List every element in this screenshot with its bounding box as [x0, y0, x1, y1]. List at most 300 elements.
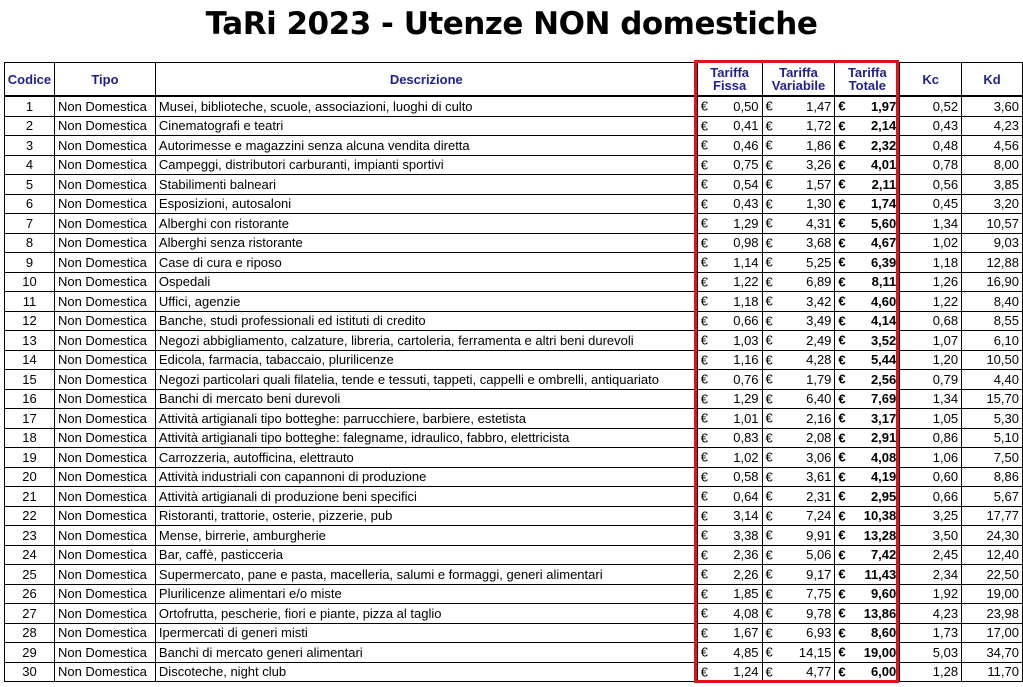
cell-kc: 4,23 — [900, 604, 962, 624]
cell-kd: 24,30 — [962, 526, 1023, 546]
cell-tipo: Non Domestica — [54, 370, 155, 390]
amount: 4,08 — [733, 605, 759, 621]
cell-tariffa-totale — [835, 545, 900, 565]
cell-descrizione: Uffici, agenzie — [155, 292, 697, 312]
cell-kc: 1,06 — [900, 448, 962, 468]
amount: 3,26 — [806, 157, 832, 173]
euro-symbol: € — [765, 274, 773, 290]
euro-symbol: € — [700, 176, 708, 192]
amount: 1,67 — [733, 625, 759, 641]
cell-kc: 1,22 — [900, 292, 962, 312]
cell-tariffa-variabile — [762, 545, 835, 565]
cell-tariffa-fissa — [697, 487, 762, 507]
table-row — [5, 350, 1023, 370]
cell-descrizione: Attività artigianali di produzione beni specifici — [155, 487, 697, 507]
cell-descrizione: Carrozzeria, autofficina, elettrauto — [155, 448, 697, 468]
euro-symbol: € — [700, 605, 708, 621]
euro-symbol: € — [700, 196, 708, 212]
amount: 6,39 — [870, 254, 897, 270]
table-row — [5, 194, 1023, 214]
cell-tariffa-totale — [835, 175, 900, 195]
cell-tariffa-totale — [835, 116, 900, 136]
amount: 9,17 — [806, 566, 832, 582]
cell-tariffa-variabile — [762, 584, 835, 604]
cell-kd: 6,10 — [962, 331, 1023, 351]
cell-tariffa-totale — [835, 565, 900, 585]
cell-codice: 15 — [5, 370, 55, 390]
amount: 14,15 — [798, 644, 832, 660]
cell-codice: 6 — [5, 194, 55, 214]
amount: 2,36 — [733, 547, 759, 563]
euro-symbol: € — [765, 527, 773, 543]
cell-kc: 1,92 — [900, 584, 962, 604]
cell-kc: 0,52 — [900, 96, 962, 116]
cell-tariffa-fissa — [697, 96, 762, 116]
cell-descrizione: Case di cura e riposo — [155, 253, 697, 273]
cell-descrizione: Ipermercati di generi misti — [155, 623, 697, 643]
cell-descrizione: Banchi di mercato beni durevoli — [155, 389, 697, 409]
cell-tipo: Non Domestica — [54, 643, 155, 663]
table-row — [5, 506, 1023, 526]
amount: 1,57 — [806, 176, 832, 192]
col-header-kd: Kd — [962, 63, 1023, 97]
euro-symbol: € — [765, 157, 773, 173]
cell-kc: 2,45 — [900, 545, 962, 565]
cell-descrizione: Alberghi con ristorante — [155, 214, 697, 234]
amount: 0,64 — [733, 488, 759, 504]
cell-kd: 22,50 — [962, 565, 1023, 585]
cell-kc: 5,03 — [900, 643, 962, 663]
euro-symbol: € — [700, 430, 708, 446]
cell-kc: 3,50 — [900, 526, 962, 546]
table-row — [5, 623, 1023, 643]
euro-symbol: € — [700, 527, 708, 543]
cell-tariffa-totale — [835, 662, 900, 682]
cell-tariffa-variabile — [762, 331, 835, 351]
cell-kc: 0,60 — [900, 467, 962, 487]
amount: 2,56 — [870, 371, 897, 387]
cell-tariffa-totale — [835, 467, 900, 487]
euro-symbol: € — [765, 449, 773, 465]
col-header-descrizione: Descrizione — [155, 63, 697, 97]
amount: 4,67 — [870, 235, 897, 251]
cell-descrizione: Attività artigianali tipo botteghe: parrucchiere, barbiere, estetista — [155, 409, 697, 429]
cell-kd: 5,10 — [962, 428, 1023, 448]
amount: 4,31 — [806, 215, 832, 231]
cell-tariffa-totale — [835, 448, 900, 468]
page-title: TaRi 2023 - Utenze NON domestiche — [205, 6, 818, 42]
cell-tariffa-totale — [835, 409, 900, 429]
cell-tipo: Non Domestica — [54, 155, 155, 175]
cell-codice: 3 — [5, 136, 55, 156]
amount: 13,28 — [863, 527, 897, 543]
amount: 1,29 — [733, 391, 759, 407]
table-row — [5, 331, 1023, 351]
cell-tipo: Non Domestica — [54, 662, 155, 682]
cell-tariffa-totale — [835, 584, 900, 604]
cell-tipo: Non Domestica — [54, 545, 155, 565]
euro-symbol: € — [700, 449, 708, 465]
amount: 7,24 — [806, 508, 832, 524]
amount: 0,83 — [733, 430, 759, 446]
amount: 1,72 — [806, 118, 832, 134]
amount: 1,22 — [733, 274, 759, 290]
cell-kc: 3,25 — [900, 506, 962, 526]
cell-codice: 11 — [5, 292, 55, 312]
cell-kd: 12,40 — [962, 545, 1023, 565]
amount: 1,14 — [733, 254, 759, 270]
cell-kd: 8,86 — [962, 467, 1023, 487]
cell-tariffa-totale — [835, 526, 900, 546]
cell-tariffa-totale — [835, 155, 900, 175]
euro-symbol: € — [838, 586, 846, 602]
cell-tariffa-variabile — [762, 116, 835, 136]
cell-tariffa-totale — [835, 292, 900, 312]
amount: 2,16 — [806, 410, 832, 426]
euro-symbol: € — [838, 332, 846, 348]
cell-kd: 19,00 — [962, 584, 1023, 604]
cell-tariffa-fissa — [697, 194, 762, 214]
amount: 2,14 — [870, 118, 897, 134]
cell-codice: 1 — [5, 96, 55, 116]
header-line: Tariffa — [710, 65, 749, 80]
euro-symbol: € — [838, 469, 846, 485]
table-row — [5, 272, 1023, 292]
cell-tariffa-variabile — [762, 662, 835, 682]
amount: 0,50 — [733, 98, 759, 114]
table-row — [5, 292, 1023, 312]
euro-symbol: € — [765, 508, 773, 524]
cell-descrizione: Banchi di mercato generi alimentari — [155, 643, 697, 663]
euro-symbol: € — [700, 313, 708, 329]
cell-tariffa-fissa — [697, 526, 762, 546]
cell-kc: 0,43 — [900, 116, 962, 136]
table-row — [5, 136, 1023, 156]
cell-kd: 10,57 — [962, 214, 1023, 234]
cell-kc: 0,86 — [900, 428, 962, 448]
cell-tipo: Non Domestica — [54, 526, 155, 546]
cell-codice: 8 — [5, 233, 55, 253]
amount: 4,60 — [870, 293, 897, 309]
cell-codice: 24 — [5, 545, 55, 565]
cell-tariffa-totale — [835, 194, 900, 214]
col-header-tipo: Tipo — [54, 63, 155, 97]
cell-tariffa-variabile — [762, 96, 835, 116]
cell-kc: 0,66 — [900, 487, 962, 507]
cell-tariffa-totale — [835, 272, 900, 292]
euro-symbol: € — [838, 605, 846, 621]
cell-codice: 5 — [5, 175, 55, 195]
cell-kc: 0,79 — [900, 370, 962, 390]
amount: 5,25 — [806, 254, 832, 270]
euro-symbol: € — [700, 488, 708, 504]
amount: 2,11 — [871, 176, 897, 192]
cell-codice: 26 — [5, 584, 55, 604]
cell-tariffa-variabile — [762, 389, 835, 409]
euro-symbol: € — [700, 508, 708, 524]
cell-tipo: Non Domestica — [54, 428, 155, 448]
col-header-kc: Kc — [900, 63, 962, 97]
cell-kc: 1,28 — [900, 662, 962, 682]
cell-tariffa-variabile — [762, 604, 835, 624]
amount: 6,89 — [806, 274, 832, 290]
cell-tariffa-variabile — [762, 136, 835, 156]
header-line: Totale — [848, 78, 886, 93]
cell-tipo: Non Domestica — [54, 175, 155, 195]
cell-tariffa-totale — [835, 389, 900, 409]
euro-symbol: € — [700, 157, 708, 173]
amount: 3,49 — [806, 313, 832, 329]
amount: 3,17 — [870, 410, 897, 426]
euro-symbol: € — [700, 293, 708, 309]
euro-symbol: € — [838, 118, 846, 134]
euro-symbol: € — [700, 371, 708, 387]
cell-kd: 23,98 — [962, 604, 1023, 624]
cell-tariffa-fissa — [697, 565, 762, 585]
cell-codice: 10 — [5, 272, 55, 292]
cell-codice: 2 — [5, 116, 55, 136]
euro-symbol: € — [838, 98, 846, 114]
cell-tariffa-fissa — [697, 506, 762, 526]
cell-tariffa-fissa — [697, 428, 762, 448]
cell-tariffa-totale — [835, 214, 900, 234]
cell-tariffa-totale — [835, 643, 900, 663]
tariff-table — [4, 62, 1023, 682]
euro-symbol: € — [765, 586, 773, 602]
euro-symbol: € — [700, 586, 708, 602]
amount: 0,66 — [733, 313, 759, 329]
euro-symbol: € — [838, 527, 846, 543]
euro-symbol: € — [765, 488, 773, 504]
amount: 6,93 — [806, 625, 832, 641]
cell-kc: 0,68 — [900, 311, 962, 331]
cell-tipo: Non Domestica — [54, 584, 155, 604]
amount: 0,58 — [733, 469, 759, 485]
euro-symbol: € — [838, 644, 846, 660]
table-row — [5, 116, 1023, 136]
cell-tariffa-variabile — [762, 409, 835, 429]
euro-symbol: € — [700, 664, 708, 680]
amount: 1,01 — [733, 410, 759, 426]
table-row — [5, 545, 1023, 565]
cell-kd: 8,40 — [962, 292, 1023, 312]
cell-codice: 9 — [5, 253, 55, 273]
amount: 3,68 — [806, 235, 832, 251]
euro-symbol: € — [838, 352, 846, 368]
amount: 1,30 — [806, 196, 832, 212]
cell-tariffa-variabile — [762, 350, 835, 370]
cell-tariffa-fissa — [697, 253, 762, 273]
cell-tariffa-variabile — [762, 155, 835, 175]
cell-kc: 1,05 — [900, 409, 962, 429]
cell-kc: 0,45 — [900, 194, 962, 214]
euro-symbol: € — [765, 352, 773, 368]
cell-descrizione: Autorimesse e magazzini senza alcuna vendita diretta — [155, 136, 697, 156]
euro-symbol: € — [838, 215, 846, 231]
euro-symbol: € — [838, 664, 846, 680]
cell-descrizione: Stabilimenti balneari — [155, 175, 697, 195]
amount: 1,74 — [870, 196, 897, 212]
cell-tariffa-variabile — [762, 272, 835, 292]
amount: 1,16 — [733, 352, 759, 368]
cell-descrizione: Ospedali — [155, 272, 697, 292]
euro-symbol: € — [765, 137, 773, 153]
euro-symbol: € — [765, 235, 773, 251]
table-row — [5, 487, 1023, 507]
amount: 1,79 — [806, 371, 832, 387]
cell-kc: 1,02 — [900, 233, 962, 253]
euro-symbol: € — [765, 332, 773, 348]
cell-tariffa-variabile — [762, 311, 835, 331]
cell-tariffa-variabile — [762, 214, 835, 234]
cell-tariffa-fissa — [697, 233, 762, 253]
cell-tariffa-fissa — [697, 584, 762, 604]
euro-symbol: € — [838, 391, 846, 407]
cell-tariffa-variabile — [762, 370, 835, 390]
cell-tariffa-variabile — [762, 194, 835, 214]
amount: 4,77 — [806, 664, 832, 680]
amount: 1,24 — [733, 664, 759, 680]
cell-codice: 29 — [5, 643, 55, 663]
euro-symbol: € — [765, 410, 773, 426]
table-row — [5, 155, 1023, 175]
amount: 2,31 — [806, 488, 832, 504]
amount: 2,49 — [806, 332, 832, 348]
table-row — [5, 311, 1023, 331]
cell-tariffa-totale — [835, 253, 900, 273]
cell-tariffa-fissa — [697, 448, 762, 468]
cell-tariffa-variabile — [762, 292, 835, 312]
cell-tariffa-totale — [835, 233, 900, 253]
cell-tariffa-variabile — [762, 233, 835, 253]
cell-kd: 8,55 — [962, 311, 1023, 331]
cell-tipo: Non Domestica — [54, 194, 155, 214]
col-header-tariffa-variabile — [762, 63, 835, 97]
euro-symbol: € — [765, 293, 773, 309]
cell-tariffa-totale — [835, 370, 900, 390]
amount: 2,91 — [870, 430, 897, 446]
cell-tipo: Non Domestica — [54, 487, 155, 507]
cell-kd: 16,90 — [962, 272, 1023, 292]
cell-tariffa-totale — [835, 604, 900, 624]
cell-kd: 12,88 — [962, 253, 1023, 273]
amount: 19,00 — [863, 644, 897, 660]
cell-descrizione: Negozi abbigliamento, calzature, libreria, cartoleria, ferramenta e altri beni durevoli — [155, 331, 697, 351]
amount: 2,08 — [806, 430, 832, 446]
table-row — [5, 370, 1023, 390]
table-row — [5, 526, 1023, 546]
cell-codice: 17 — [5, 409, 55, 429]
col-header-tariffa-totale — [835, 63, 900, 97]
cell-tariffa-fissa — [697, 175, 762, 195]
amount: 0,75 — [733, 157, 759, 173]
cell-kc: 1,34 — [900, 214, 962, 234]
cell-tariffa-fissa — [697, 389, 762, 409]
cell-kd: 7,50 — [962, 448, 1023, 468]
cell-kc: 1,34 — [900, 389, 962, 409]
cell-tariffa-variabile — [762, 448, 835, 468]
cell-kd: 17,00 — [962, 623, 1023, 643]
cell-tariffa-variabile — [762, 526, 835, 546]
cell-tariffa-fissa — [697, 292, 762, 312]
euro-symbol: € — [700, 118, 708, 134]
cell-descrizione: Attività industriali con capannoni di produzione — [155, 467, 697, 487]
amount: 3,61 — [806, 469, 832, 485]
header-line: Tariffa — [779, 65, 818, 80]
cell-tipo: Non Domestica — [54, 96, 155, 116]
cell-kd: 4,23 — [962, 116, 1023, 136]
table-row — [5, 662, 1023, 682]
euro-symbol: € — [838, 293, 846, 309]
cell-tipo: Non Domestica — [54, 253, 155, 273]
table-row — [5, 409, 1023, 429]
amount: 1,29 — [733, 215, 759, 231]
euro-symbol: € — [700, 469, 708, 485]
cell-kd: 4,56 — [962, 136, 1023, 156]
amount: 4,08 — [870, 449, 897, 465]
amount: 3,42 — [806, 293, 832, 309]
cell-descrizione: Esposizioni, autosaloni — [155, 194, 697, 214]
cell-codice: 12 — [5, 311, 55, 331]
cell-tariffa-totale — [835, 623, 900, 643]
cell-kd: 5,67 — [962, 487, 1023, 507]
amount: 1,85 — [733, 586, 759, 602]
col-header-tariffa-fissa — [697, 63, 762, 97]
euro-symbol: € — [838, 157, 846, 173]
cell-codice: 27 — [5, 604, 55, 624]
cell-descrizione: Mense, birrerie, amburgherie — [155, 526, 697, 546]
cell-tariffa-fissa — [697, 155, 762, 175]
euro-symbol: € — [838, 313, 846, 329]
cell-codice: 13 — [5, 331, 55, 351]
euro-symbol: € — [838, 274, 846, 290]
cell-tipo: Non Domestica — [54, 233, 155, 253]
cell-kc: 1,20 — [900, 350, 962, 370]
euro-symbol: € — [765, 196, 773, 212]
cell-kd: 8,00 — [962, 155, 1023, 175]
cell-tipo: Non Domestica — [54, 565, 155, 585]
cell-descrizione: Ristoranti, trattorie, osterie, pizzerie, pub — [155, 506, 697, 526]
amount: 4,85 — [733, 644, 759, 660]
cell-descrizione: Attività artigianali tipo botteghe: falegname, idraulico, fabbro, elettricista — [155, 428, 697, 448]
cell-kd: 17,77 — [962, 506, 1023, 526]
cell-codice: 7 — [5, 214, 55, 234]
cell-tipo: Non Domestica — [54, 409, 155, 429]
amount: 9,78 — [806, 605, 832, 621]
amount: 8,60 — [870, 625, 897, 641]
cell-tipo: Non Domestica — [54, 292, 155, 312]
amount: 13,86 — [863, 605, 897, 621]
cell-codice: 28 — [5, 623, 55, 643]
cell-tariffa-fissa — [697, 311, 762, 331]
amount: 1,18 — [733, 293, 759, 309]
cell-tariffa-fissa — [697, 331, 762, 351]
euro-symbol: € — [765, 644, 773, 660]
cell-codice: 21 — [5, 487, 55, 507]
cell-tipo: Non Domestica — [54, 350, 155, 370]
cell-tariffa-fissa — [697, 545, 762, 565]
amount: 2,32 — [870, 137, 897, 153]
cell-tariffa-fissa — [697, 467, 762, 487]
euro-symbol: € — [765, 566, 773, 582]
cell-tariffa-variabile — [762, 623, 835, 643]
cell-tariffa-fissa — [697, 136, 762, 156]
cell-codice: 14 — [5, 350, 55, 370]
amount: 10,38 — [863, 508, 897, 524]
cell-tariffa-variabile — [762, 487, 835, 507]
amount: 1,03 — [733, 332, 759, 348]
cell-codice: 23 — [5, 526, 55, 546]
